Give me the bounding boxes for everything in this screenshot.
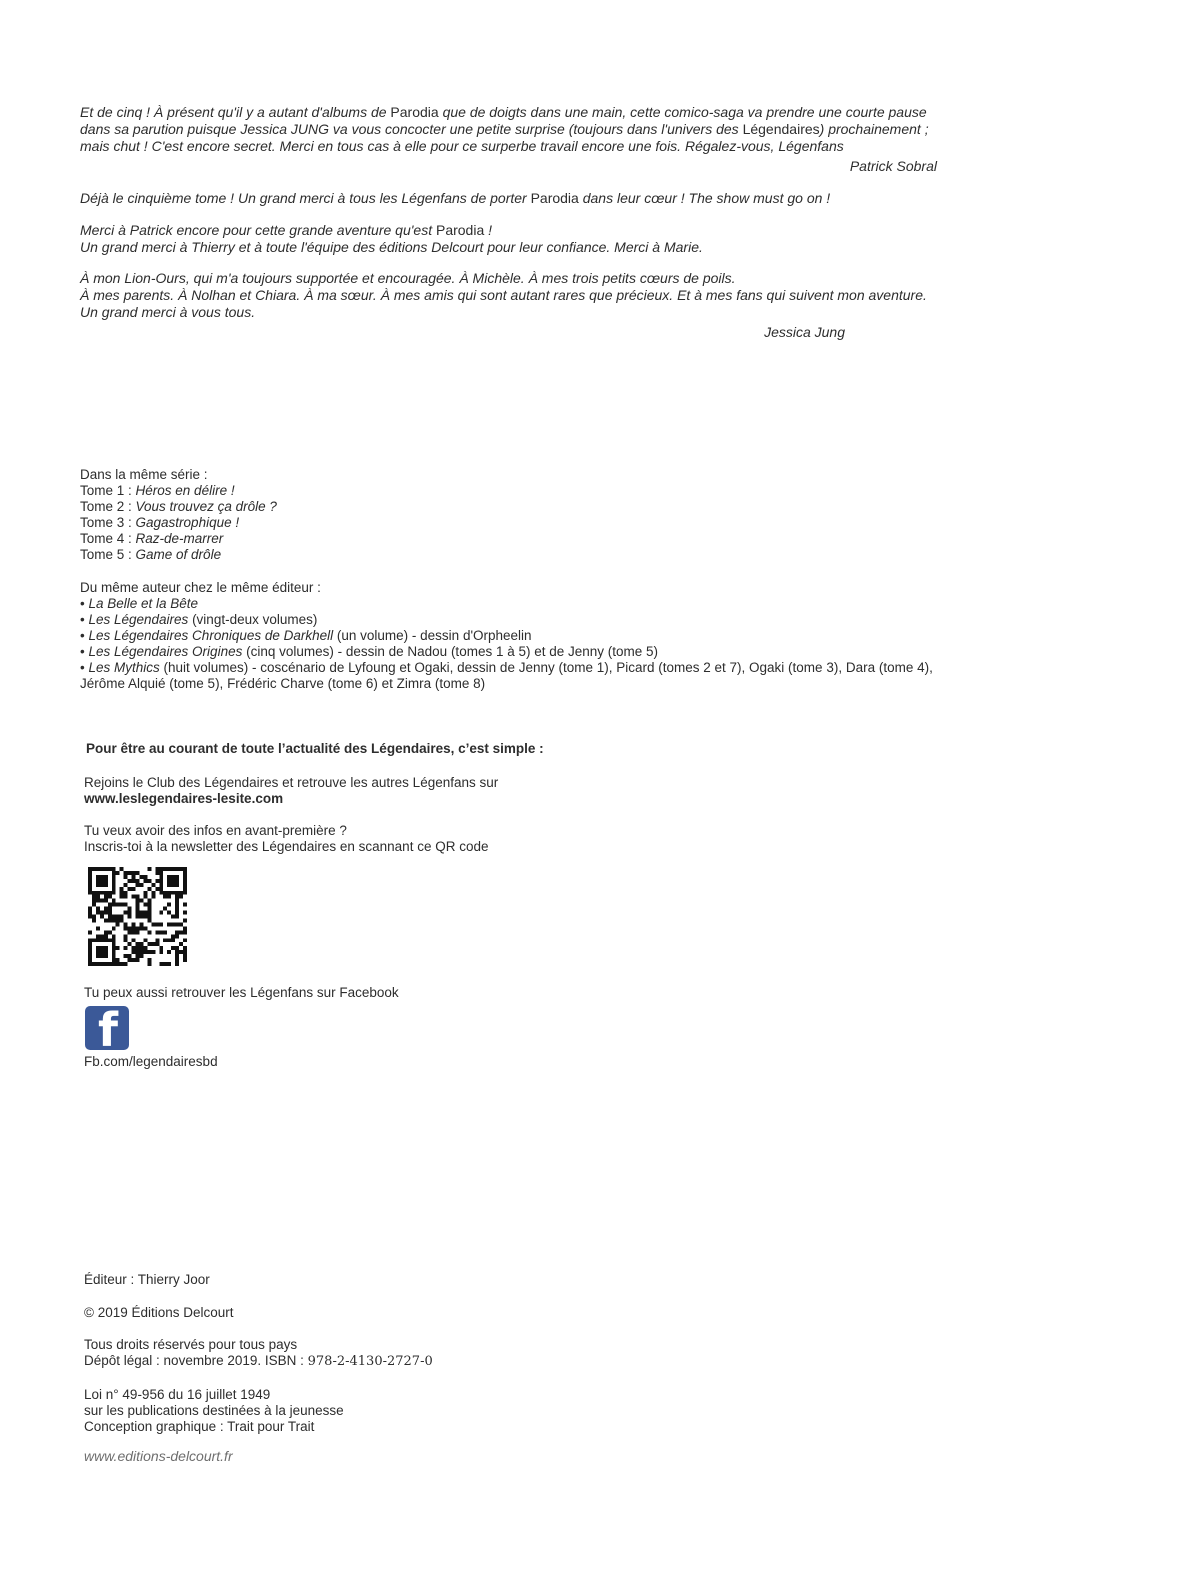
- jung-paragraph-1: Déjà le cinquième tome ! Un grand merci à tous les Légenfans de porter Parodia dans leur cœur ! The show must go on !: [80, 190, 831, 206]
- jung-p2-line2: Un grand merci à Thierry et à toute l'équipe des éditions Delcourt pour leur confiance. Merci à Marie.: [80, 239, 703, 255]
- law-line2: sur les publications destinées à la jeunesse: [84, 1403, 344, 1418]
- series-list: [80, 467, 580, 563]
- series-item: Tome 2 : Vous trouvez ça drôle ?: [80, 499, 277, 514]
- deposit-line: Dépôt légal : novembre 2019. ISBN : 978-2-4130-2727-0: [84, 1353, 433, 1369]
- jung-paragraph-2: [80, 222, 937, 256]
- author-works-list: [80, 580, 945, 692]
- club-headline: Pour être au courant de toute l’actualité des Légendaires, c’est simple :: [86, 741, 544, 756]
- jung-dedication: [80, 270, 937, 341]
- series-item: Tome 4 : Raz-de-marrer: [80, 531, 224, 546]
- jung-p3-line1: À mon Lion-Ours, qui m'a toujours supportée et encouragée. À Michèle. À mes trois petits cœurs de poils.: [80, 270, 736, 286]
- editor-line: Éditeur : Thierry Joor: [84, 1272, 210, 1287]
- series-label: Dans la même série :: [80, 467, 208, 482]
- series-item: Tome 3 : Gagastrophique !: [80, 515, 240, 530]
- facebook-icon[interactable]: [85, 1006, 129, 1050]
- rights-line: Tous droits réservés pour tous pays: [84, 1337, 298, 1352]
- law-line1: Loi n° 49-956 du 16 juillet 1949: [84, 1387, 271, 1402]
- rights-block: [84, 1337, 684, 1370]
- works-label: Du même auteur chez le même éditeur :: [80, 580, 321, 595]
- work-item: • Les Légendaires Origines (cinq volumes) - dessin de Nadou (tomes 1 à 5) et de Jenny (tome 5): [80, 644, 659, 659]
- work-item: • Les Légendaires Chroniques de Darkhell (un volume) - dessin d'Orpheelin: [80, 628, 532, 643]
- work-item: • La Belle et la Bête: [80, 596, 199, 611]
- work-item: • Les Légendaires (vingt-deux volumes): [80, 612, 318, 627]
- jung-p2-line1: Merci à Patrick encore pour cette grande aventure qu'est Parodia !: [80, 222, 493, 238]
- patrick-sobral-signature: Patrick Sobral: [849, 158, 937, 174]
- facebook-line: Tu peux aussi retrouver les Légenfans sur Facebook: [84, 985, 399, 1000]
- newsletter-line1: Tu veux avoir des infos en avant-première ?: [84, 823, 347, 838]
- series-item: Tome 1 : Héros en délire !: [80, 483, 235, 498]
- law-block: [84, 1387, 684, 1435]
- design-line: Conception graphique : Trait pour Trait: [84, 1419, 315, 1434]
- intro-paragraph: Et de cinq ! À présent qu'il y a autant d'albums de Parodia que de doigts dans une main, cette comico-saga va prendre une courte pause dans sa parution puisque Jessica JUNG va vous concocter une petite surprise (toujours dans l'univers des Légendaires) prochainement ; mais chut ! C'est encore secret. Merci en tous cas à elle pour ce surperbe travail encore une fois. Régalez-vous, Légenfans: [80, 104, 929, 154]
- club-site-url[interactable]: www.leslegendaires-lesite.com: [84, 791, 284, 806]
- intro-block: [80, 104, 937, 175]
- isbn-number: 978-2-4130-2727-0: [307, 1354, 433, 1369]
- qr-code: [88, 867, 187, 966]
- jung-p3-line3: Un grand merci à vous tous.: [80, 304, 256, 320]
- club-join-line: Rejoins le Club des Légendaires et retrouve les autres Légenfans sur: [84, 775, 499, 790]
- publisher-website[interactable]: www.editions-delcourt.fr: [84, 1448, 233, 1464]
- facebook-f-glyph: f: [98, 1006, 119, 1050]
- facebook-handle[interactable]: Fb.com/legendairesbd: [84, 1054, 218, 1069]
- newsletter-block: [84, 823, 684, 855]
- club-join-block: [84, 775, 684, 807]
- copyright-line: © 2019 Éditions Delcourt: [84, 1305, 234, 1320]
- jessica-jung-signature: Jessica Jung: [764, 324, 845, 340]
- jung-p3-line2: À mes parents. À Nolhan et Chiara. À ma sœur. À mes amis qui sont autant rares que précieux. Et à mes fans qui suivent mon aventure.: [80, 287, 927, 303]
- work-item: • Les Mythics (huit volumes) - coscénario de Lyfoung et Ogaki, dessin de Jenny (tome 1), Picard (tomes 2 et 7), Ogaki (tome 3), Dara (tome 4), Jérôme Alquié (tome 5), Frédéric Charve (tome 6) et Zimra (tome 8): [80, 660, 933, 691]
- series-item: Tome 5 : Game of drôle: [80, 547, 222, 562]
- newsletter-line2: Inscris-toi à la newsletter des Légendaires en scannant ce QR code: [84, 839, 489, 854]
